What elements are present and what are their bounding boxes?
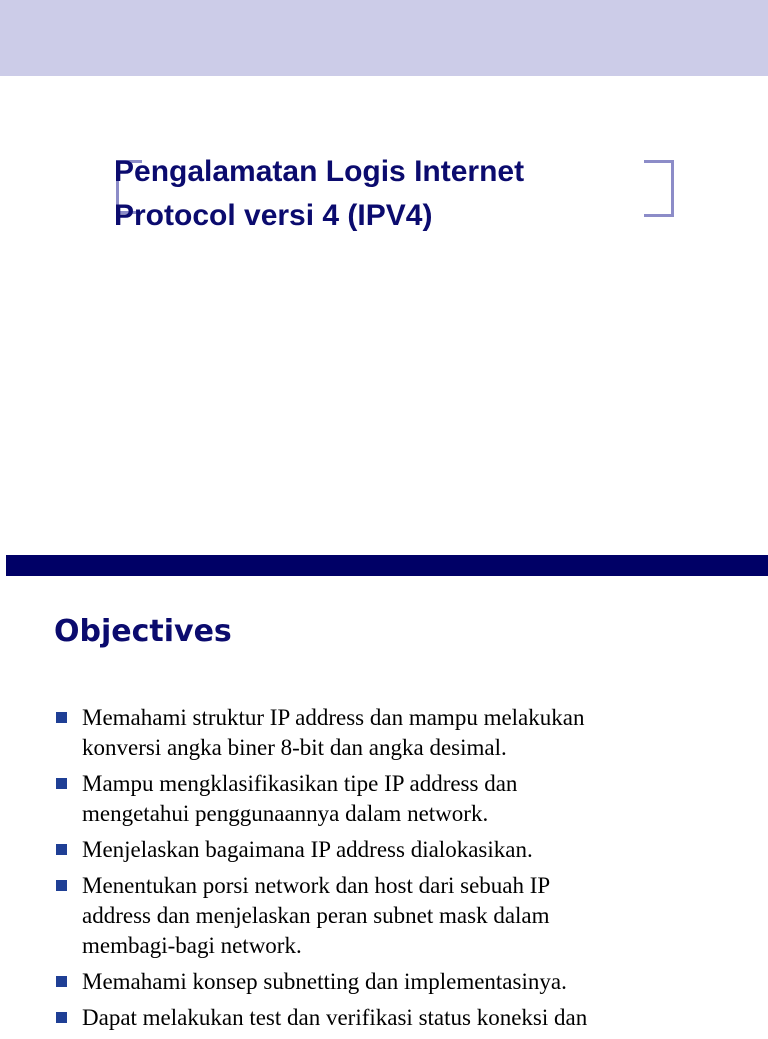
square-bullet-icon [56,712,67,723]
list-item [54,1003,664,1033]
list-item-line: mengetahui penggunaannya dalam network. [82,801,489,826]
list-item [54,967,664,997]
list-item [54,835,664,865]
list-item [54,871,664,961]
list-item-line: Memahami struktur IP address dan mampu melakukan [82,705,585,730]
header-band [0,0,768,76]
list-item-line: Memahami konsep subnetting dan implementasinya. [82,969,567,994]
slide-title-line-2: Protocol versi 4 (IPV4) [114,199,433,232]
square-bullet-icon [56,880,67,891]
list-item [54,703,664,763]
list-item [54,769,664,829]
list-item-line: konversi angka biner 8-bit dan angka desimal. [82,735,507,760]
list-item-line: address dan menjelaskan peran subnet mask dalam [82,903,550,928]
list-item-line: Mampu mengklasifikasikan tipe IP address dan [82,771,518,796]
square-bullet-icon [56,976,67,987]
square-bullet-icon [56,844,67,855]
list-item-line: membagi-bagi network. [82,933,302,958]
square-bullet-icon [56,1012,67,1023]
objectives-slide [0,576,768,1030]
list-item-line: Menentukan porsi network dan host dari sebuah IP [82,873,551,898]
slide-divider [6,555,768,576]
square-bullet-icon [56,778,67,789]
objectives-list [54,703,664,1039]
list-item-line: Menjelaskan bagaimana IP address dialokasikan. [82,837,533,862]
slide-title [114,150,654,238]
list-item-line: Dapat melakukan test dan verifikasi status koneksi dan [82,1005,588,1030]
objectives-title: Objectives [54,614,232,649]
slide-title-line-1: Pengalamatan Logis Internet [114,155,525,188]
